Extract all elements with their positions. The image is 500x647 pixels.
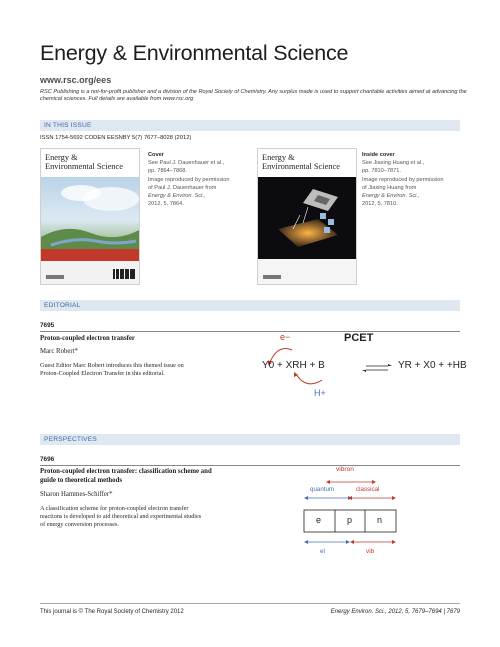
editorial-label: EDITORIAL (44, 301, 81, 309)
box-p: p (347, 515, 353, 525)
vibron-label: vibron (336, 466, 354, 473)
scheme-right-side: YR + X0 + +HB (398, 360, 467, 371)
inside-cover-image-title: Energy & Environmental Science (262, 153, 340, 171)
in-this-issue-band (40, 120, 460, 131)
inside-cover-art (258, 149, 357, 285)
cover-art (41, 149, 140, 285)
editorial-author: Marc Robert* (40, 348, 78, 355)
journal-url[interactable]: www.rsc.org/ees (40, 75, 112, 85)
box-e: e (316, 515, 322, 525)
box-n: n (377, 515, 383, 525)
pcet-scheme (258, 332, 467, 404)
perspectives-abstract: A classification scheme for proton-coupled electron transfer reactions is developed to aid theoretical and experimental studies of energy conversion processes. (40, 505, 202, 528)
cover-image[interactable] (40, 148, 140, 285)
issn-line: ISSN 1754-5692 CODEN EESNBY 5(7) 7677–8028 (2012) (40, 135, 192, 141)
perspectives-page-number: 7696 (40, 456, 55, 463)
footer-citation: Energy Environ. Sci., 2012, 5, 7679–7694 | 7679 (330, 609, 460, 615)
cover-image-title: Energy & Environmental Science (45, 153, 123, 171)
quantum-label: quantum (310, 486, 335, 493)
editorial-abstract: Guest Editor Marc Robert introduces this themed issue on Proton-Coupled Electron Transfer in this editorial. (40, 362, 184, 377)
in-this-issue-label: IN THIS ISSUE (44, 121, 92, 129)
perspectives-band (40, 434, 460, 445)
pcet-label: PCET (344, 332, 374, 344)
classification-diagram (300, 466, 400, 576)
electron-label: e− (280, 332, 291, 342)
vib-label: vib (366, 548, 375, 555)
editorial-page-number: 7695 (40, 322, 55, 329)
perspectives-label: PERSPECTIVES (44, 435, 97, 443)
scheme-left-side: Y0 + XRH + B (262, 360, 325, 371)
classical-label: classical (356, 486, 380, 493)
inside-cover-image[interactable] (257, 148, 357, 285)
perspectives-author: Sharon Hammes-Schiffer* (40, 491, 113, 498)
el-label: el (320, 548, 325, 555)
editorial-band (40, 300, 460, 311)
inside-cover-caption: Inside cover See Jiaxing Huang et al., pp. 7810–7871. Image reproduced by permission of Jiaxing Huang from Energy & Environ. Sci., 2012, 5, 7810. (362, 152, 444, 208)
proton-label: H+ (314, 388, 326, 398)
editorial-title[interactable]: Proton-coupled electron transfer (40, 335, 135, 342)
cover-caption: Cover See Paul J. Dauenhauer et al., pp. 7864–7868. Image reproduced by permission of Paul J. Dauenhauer from Energy & Environ. Sci., 2012, 5, 7864. (148, 152, 230, 208)
perspectives-title[interactable]: Proton-coupled electron transfer: classification scheme and guide to theoretical methods (40, 468, 212, 484)
footer-rule (40, 603, 460, 604)
footer-copyright: This journal is © The Royal Society of Chemistry 2012 (40, 609, 184, 615)
journal-title: Energy & Environmental Science (40, 41, 349, 65)
publisher-note: RSC Publishing is a not-for-profit publisher and a division of the Royal Society of Chemistry. Any surplus made is used to support charitable activities aimed at advancing the chemical sciences. Full details are available from www.rsc.org (40, 89, 467, 103)
